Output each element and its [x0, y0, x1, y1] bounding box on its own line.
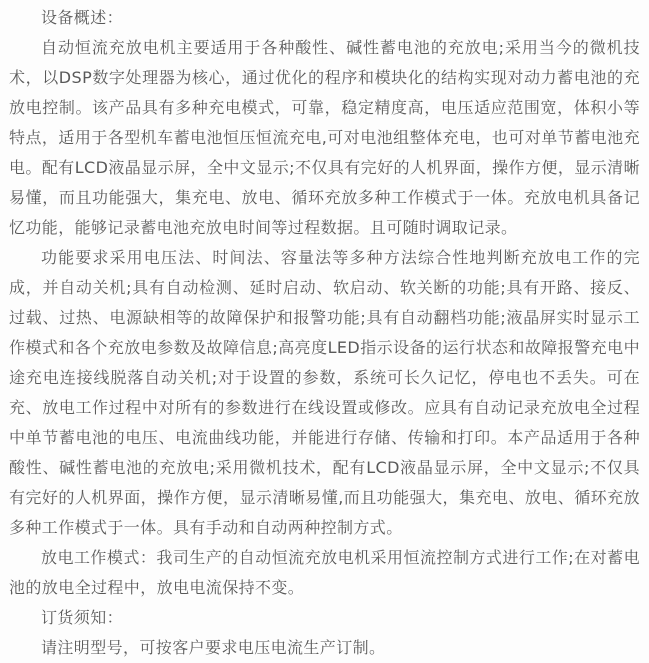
paragraph-equipment-overview-heading: 设备概述：: [41, 8, 124, 27]
paragraph-functional-requirements: 功能要求采用电压法、时间法、容量法等多种方法综合性地判断充放电工作的完成，并自动关机;具有自动检测、延时启动、软启动、软关断的功能;具有开路、接反、过载、过热、电源缺相等的故障保护和报警功能;具有自动翻档功能;液晶屏实时显示工作模式和各个充放电参数及故障信息;高亮度LED指示设备的运行状态和故障报警充电中途充电连接线脱落自动关机;对于设置的参数，系统可长久记忆，停电也不丢失。可在充、放电工作过程中对所有的参数进行在线设置或修改。应具有自动记录充放电全过程中单节蓄电池的电压、电流曲线功能，并能进行存储、传输和打印。本产品适用于各种酸性、碱性蓄电池的充放电;采用微机技术，配有LCD液晶显示屏，全中文显示;不仅具有完好的人机界面，操作方便，显示清晰易懂,而且功能强大，集充电、放电、循环充放多种工作模式于一体。具有手动和自动两种控制方式。: [9, 248, 640, 537]
paragraph-order-note: 请注明型号，可按客户要求电压电流生产订制。: [41, 638, 386, 657]
paragraph-discharge-working-mode: 放电工作模式：我司生产的自动恒流充放电机采用恒流控制方式进行工作;在对蓄电池的放电全过程中，放电电流保持不变。: [9, 548, 640, 597]
paragraph-order-notes-heading: 订货须知：: [41, 608, 124, 627]
paragraph-equipment-overview: 自动恒流充放电机主要适用于各种酸性、碱性蓄电池的充放电;采用当今的微机技术，以DSP数字处理器为核心，通过优化的程序和模块化的结构实现对动力蓄电池的充放电控制。该产品具有多种充电模式，可靠，稳定精度高，电压适应范围宽，体积小等特点，适用于各型机车蓄电池恒压恒流充电,可对电池组整体充电，也可对单节蓄电池充电。配有LCD液晶显示屏，全中文显示;不仅具有完好的人机界面，操作方便，显示清晰易懂，而且功能强大，集充电、放电、循环充放多种工作模式于一体。充放电机具备记忆功能，能够记录蓄电池充放电时间等过程数据。且可随时调取记录。: [9, 38, 640, 237]
